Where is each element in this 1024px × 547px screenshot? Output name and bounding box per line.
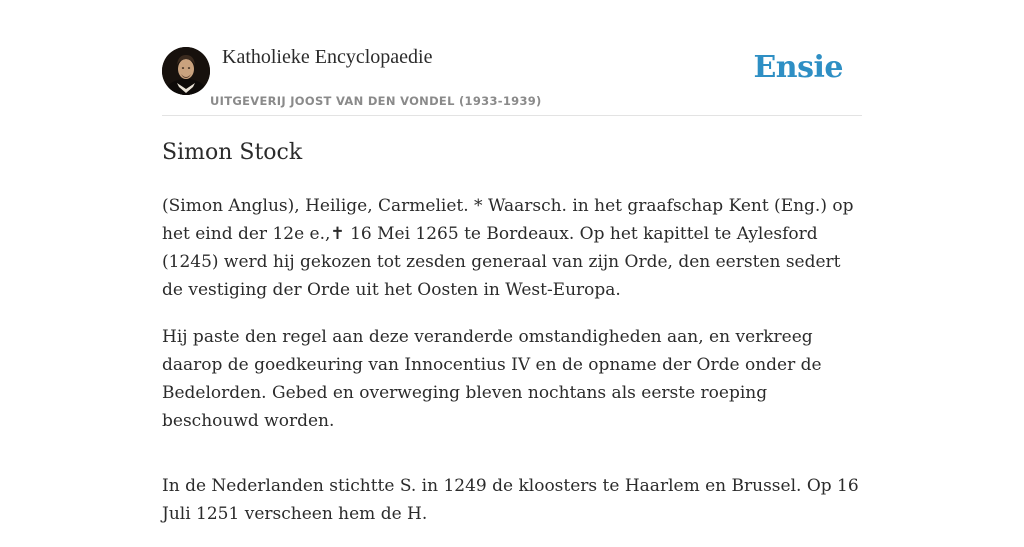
portrait-avatar[interactable] <box>162 47 210 95</box>
publication-name[interactable]: Katholieke Encyclopaedie <box>222 46 433 68</box>
publisher-label: UITGEVERIJ JOOST VAN DEN VONDEL (1933-1939) <box>210 94 542 108</box>
article-body <box>162 192 862 547</box>
ensie-logo[interactable]: Ensie <box>753 50 843 85</box>
portrait-icon <box>162 47 210 95</box>
page-container <box>162 0 862 524</box>
site-header <box>162 0 862 116</box>
article-paragraph: In de Nederlanden stichtte S. in 1249 de kloosters te Haarlem en Brussel. Op 16 Juli 1251 verscheen hem de H. <box>162 476 859 524</box>
article-paragraph: Hij paste den regel aan deze veranderde omstandigheden aan, en verkreeg daarop de goedkeuring van Innocentius IV en de opname der Orde onder de Bedelorden. Gebed en overweging bleven nochtans als eerste roeping beschouwd worden. <box>162 327 822 431</box>
article-paragraph: (Simon Anglus), Heilige, Carmeliet. * Waarsch. in het graafschap Kent (Eng.) op het eind der 12e e.,✝ 16 Mei 1265 te Bordeaux. Op het kapittel te Aylesford (1245) werd hij gekozen tot zesden generaal van zijn Orde, den eersten sedert de vestiging der Orde uit het Oosten in West-Europa. <box>162 196 854 300</box>
article-title: Simon Stock <box>162 140 303 165</box>
